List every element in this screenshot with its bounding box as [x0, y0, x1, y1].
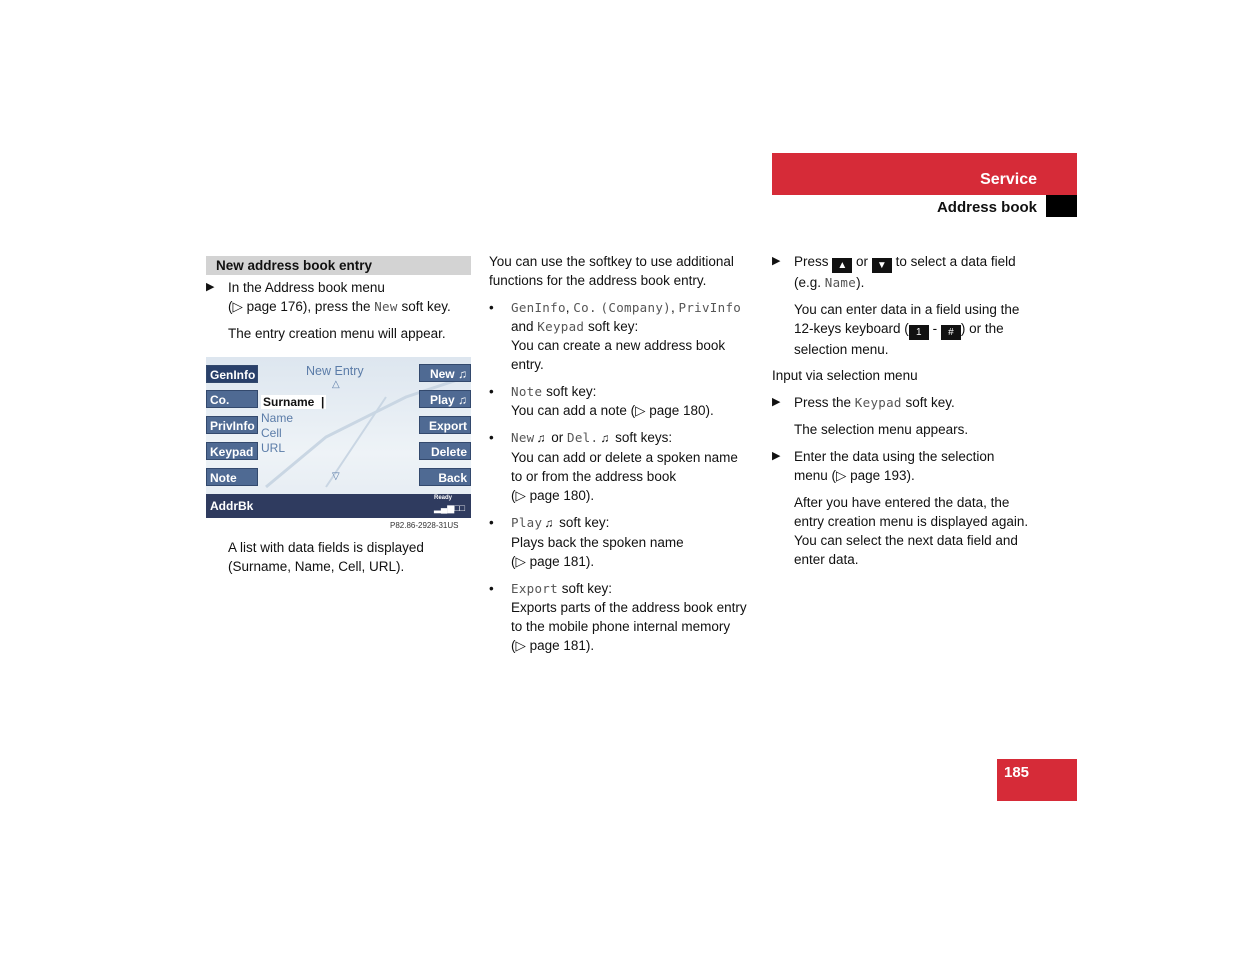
subsection-title: Address book — [936, 199, 1037, 216]
section-title: Service — [980, 171, 1037, 188]
field-name[interactable]: Name — [261, 411, 294, 425]
step-arrow-icon: ▶ — [772, 255, 781, 267]
bullet-export: • Export soft key: Exports parts of the address book entry to the mobile phone internal memory (▷ page 181). — [489, 581, 747, 653]
bullet-play: • Play ♫ soft key: Plays back the spoken name (▷ page 181). — [489, 515, 684, 569]
screen-title: New Entry — [306, 364, 364, 378]
microphone-icon: ♫ — [600, 431, 610, 445]
scroll-up-icon[interactable]: △ — [332, 379, 340, 390]
screen-status-bar — [206, 494, 471, 518]
softkey-co[interactable]: Co. — [206, 390, 258, 408]
softkey-keypad[interactable]: Keypad — [206, 442, 258, 460]
page-number: 185 — [1004, 764, 1030, 781]
softkey-note[interactable]: Note — [206, 468, 258, 486]
step-result: The entry creation menu will appear. — [228, 326, 446, 341]
status-text: Ready — [434, 495, 453, 501]
entry-screen-figure — [206, 357, 471, 518]
signal-strength-icon: ▂▄▆□□ — [434, 503, 466, 513]
subsection-header — [772, 195, 1077, 217]
selection-menu-result: The selection menu appears. — [794, 422, 969, 437]
step-enter-data: ▶ Enter the data using the selection menu (▷ page 193). — [772, 449, 995, 483]
softkey-geninfo[interactable]: GenInfo — [206, 365, 258, 383]
microphone-icon: ♫ — [536, 431, 546, 445]
section-header — [772, 153, 1077, 195]
softkey-back[interactable]: Back — [419, 468, 471, 486]
step-press-keypad: ▶ Press the Keypad soft key. — [772, 395, 955, 410]
microphone-icon: ♫ — [458, 367, 467, 381]
enter-data-result: After you have entered the data, the entry creation menu is displayed again. You can select the next data field and enter data. — [794, 495, 1029, 567]
field-surname[interactable]: Surname | — [263, 395, 325, 409]
key-hash-icon: # — [941, 325, 961, 340]
step-arrow-icon: ▶ — [772, 450, 781, 462]
page-number-tab — [997, 759, 1077, 801]
step-open-menu: ▶ In the Address book menu (▷ page 176), press the New soft key. — [206, 280, 451, 314]
key-1-icon: 1 — [909, 325, 929, 340]
softkey-new[interactable]: New ♫ — [419, 364, 471, 382]
softkey-delete[interactable]: Delete — [419, 442, 471, 460]
microphone-icon: ♫ — [458, 393, 467, 407]
step-arrow-icon: ▶ — [772, 396, 781, 408]
after-figure-text: A list with data fields is displayed (Surname, Name, Cell, URL). — [228, 540, 424, 574]
softkey-export[interactable]: Export — [419, 416, 471, 434]
screen-bottom-label: AddrBk — [210, 499, 254, 513]
field-cell[interactable]: Cell — [261, 426, 282, 440]
left-column — [206, 256, 471, 351]
figure-code: P82.86-2928-31US — [390, 521, 459, 530]
bullet-note: • Note soft key: You can add a note (▷ page 180). — [489, 384, 714, 418]
bullet-geninfo: • GenInfo, Co. (Company), PrivInfo and Keypad soft key: You can create a new address book entry. — [489, 300, 742, 372]
softkey-play[interactable]: Play ♫ — [419, 390, 471, 408]
step-arrow-icon: ▶ — [206, 281, 215, 293]
scroll-down-icon[interactable]: ▽ — [332, 471, 340, 482]
middle-column — [489, 252, 759, 663]
keyboard-info: You can enter data in a field using the 12-keys keyboard ( 1 - # ) or the selection menu. — [794, 302, 1020, 357]
bullet-new-del: • New ♫ or Del. ♫ soft keys: You can add or delete a spoken name to or from the address book (▷ page 180). — [489, 430, 738, 503]
arrow-down-key-icon: ▼ — [872, 258, 892, 273]
right-column — [772, 252, 1042, 569]
new-key-ref: New — [374, 299, 398, 314]
header-marker — [1046, 195, 1077, 217]
subheading-selection-menu: Input via selection menu — [772, 368, 918, 383]
step-select-field: ▶ Press ▲ or ▼ to select a data field (e.g. Name). — [772, 254, 1016, 290]
microphone-icon: ♫ — [544, 516, 554, 530]
field-url[interactable]: URL — [261, 441, 286, 455]
arrow-up-key-icon: ▲ — [832, 258, 852, 273]
section-heading: New address book entry — [206, 256, 471, 275]
softkey-privinfo[interactable]: PrivInfo — [206, 416, 258, 434]
intro-text: You can use the softkey to use additional functions for the address book entry. — [489, 254, 734, 288]
